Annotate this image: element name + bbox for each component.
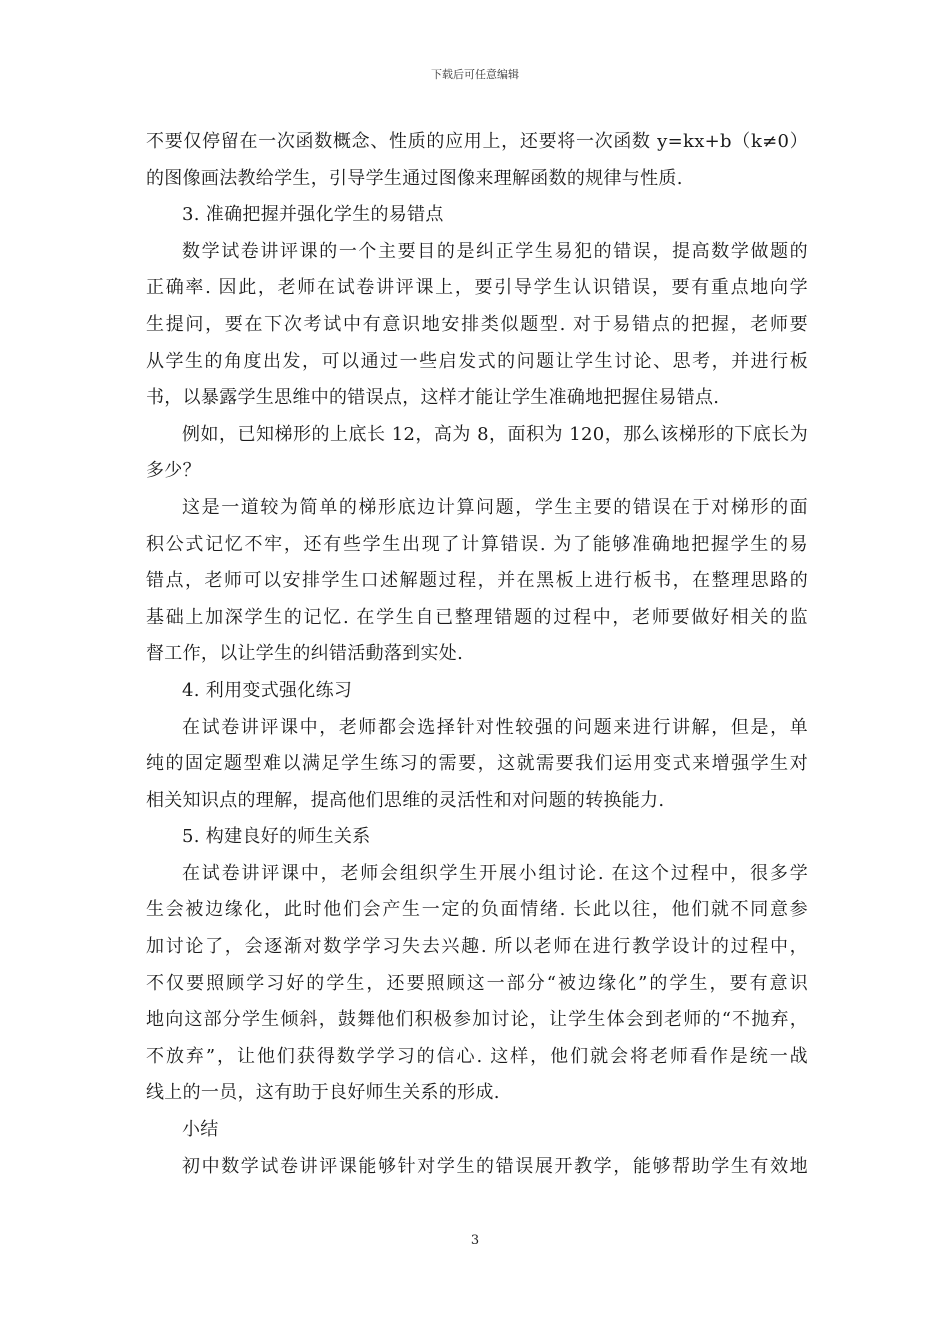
text-line: 相关知识点的理解，提高他们思维的灵活性和对问题的转换能力. (146, 789, 665, 811)
text-line: 3. 准确把握并强化学生的易错点 (182, 204, 444, 226)
body-text (146, 124, 808, 1185)
text-line: 加讨论了，会逐渐对数学学习失去兴趣. 所以老师在进行教学设计的过程中， (146, 936, 808, 958)
text-line: 错点，老师可以安排学生口述解题过程，并在黑板上进行板书，在整理思路的 (146, 570, 808, 592)
text-line: 纯的固定题型难以满足学生练习的需要，这就需要我们运用变式来增强学生对 (146, 753, 808, 775)
text-line: 线上的一员，这有助于良好师生关系的形成. (146, 1082, 500, 1104)
text-line: 在试卷讲评课中，老师都会选择针对性较强的问题来进行讲解，但是，单 (182, 716, 808, 738)
text-line: 多少？ (146, 460, 201, 482)
page-number: 3 (470, 1233, 480, 1248)
text-line: 生会被边缘化，此时他们会产生一定的负面情绪. 长此以往，他们就不同意参 (146, 899, 808, 921)
text-line: 这是一道较为简单的梯形底边计算问题，学生主要的错误在于对梯形的面 (182, 496, 808, 518)
text-line: 不要仅停留在一次函数概念、性质的应用上，还要将一次函数 y=kx+b（k≠0） (146, 131, 808, 152)
header-note: 下载后可任意编辑 (431, 68, 519, 81)
text-line: 数学试卷讲评课的一个主要目的是纠正学生易犯的错误，提高数学做题的 (182, 240, 808, 262)
text-line: 小结 (182, 1119, 219, 1141)
text-line: 4. 利用变式强化练习 (182, 679, 353, 701)
text-line: 例如，已知梯形的上底长 12，高为 8，面积为 120，那么该梯形的下底长为 (182, 423, 808, 445)
text-line: 正确率. 因此，老师在试卷讲评课上，要引导学生认识错误，要有重点地向学 (146, 277, 808, 299)
text-line: 生提问，要在下次考试中有意识地安排类似题型. 对于易错点的把握，老师要 (146, 313, 808, 335)
text-line: 不放弃”，让他们获得数学学习的信心. 这样，他们就会将老师看作是统一战 (146, 1045, 808, 1067)
text-line: 督工作，以让学生的纠错活動落到实处. (146, 643, 464, 665)
text-line: 5. 构建良好的师生关系 (182, 826, 371, 848)
text-line: 初中数学试卷讲评课能够针对学生的错误展开教学，能够帮助学生有效地 (182, 1155, 808, 1177)
text-line: 不仅要照顾学习好的学生，还要照顾这一部分“被边缘化”的学生，要有意识 (146, 972, 808, 994)
text-line: 基础上加深学生的记忆. 在学生自已整理错题的过程中，老师要做好相关的监 (146, 606, 808, 628)
text-line: 从学生的角度出发，可以通过一些启发式的问题让学生讨论、思考，并进行板 (146, 350, 808, 372)
text-line: 的图像画法教给学生，引导学生通过图像来理解函数的规律与性质. (146, 167, 683, 189)
text-line: 地向这部分学生倾斜，鼓舞他们积极参加讨论，让学生体会到老师的“不抛弃， (146, 1009, 808, 1031)
text-line: 积公式记忆不牢，还有些学生出现了计算错误. 为了能够准确地把握学生的易 (146, 533, 808, 555)
text-line: 在试卷讲评课中，老师会组织学生开展小组讨论. 在这个过程中，很多学 (182, 862, 808, 884)
text-line: 书，以暴露学生思维中的错误点，这样才能让学生准确地把握住易错点. (146, 387, 720, 409)
